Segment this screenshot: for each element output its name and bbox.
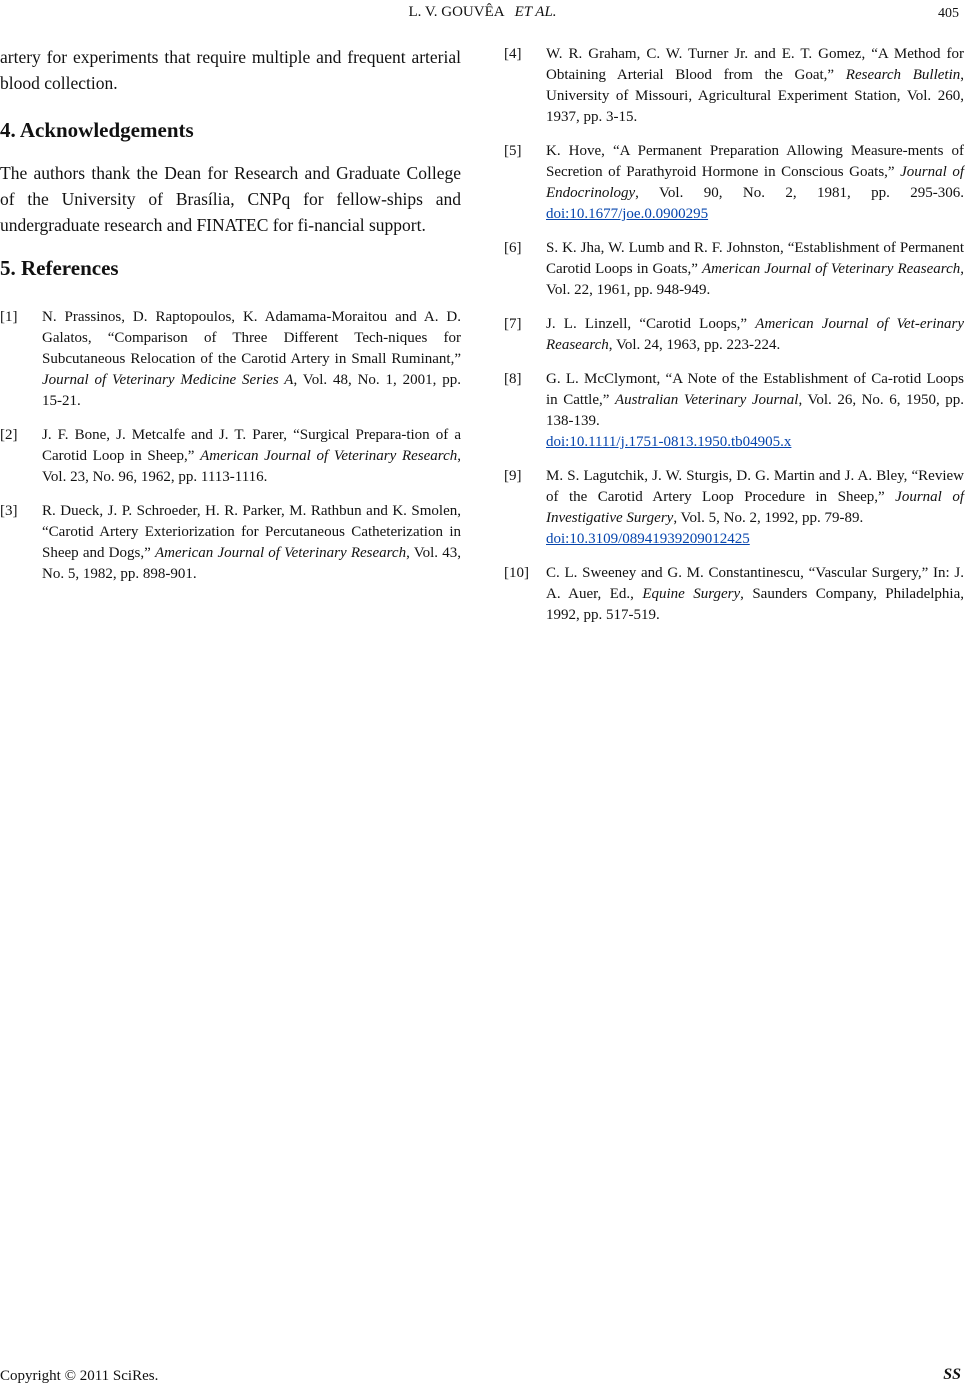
- reference-text: S. K. Jha, W. Lumb and R. F. Johnston, “Establishment of Permanent Carotid Loops in Goats,”: [546, 240, 964, 277]
- reference-journal: American Journal of Veterinary Research: [154, 545, 407, 561]
- reference-details: , Saunders Company, Philadelphia, 1992, pp. 517-519.: [546, 586, 964, 623]
- reference-journal: Journal of Investigative Surgery: [546, 489, 964, 526]
- reference-item: [504, 314, 964, 356]
- reference-text: W. R. Graham, C. W. Turner Jr. and E. T. Gomez, “A Method for Obtaining Arterial Blood from the Goat,”: [546, 46, 964, 83]
- reference-text: G. L. McClymont, “A Note of the Establishment of Ca-rotid Loops in Cattle,”: [546, 371, 964, 408]
- intro-paragraph: artery for experiments that require multiple and frequent arterial blood collection.: [0, 47, 461, 93]
- reference-journal: Journal of Veterinary Medicine Series A: [42, 372, 294, 388]
- page-number: 405: [938, 6, 959, 21]
- references-heading: 5. References: [0, 256, 119, 280]
- reference-details: , Vol. 26, No. 6, 1950, pp. 138-139.: [546, 392, 964, 429]
- reference-details: , Vol. 48, No. 1, 2001, pp. 15-21.: [42, 372, 461, 409]
- doi-link[interactable]: doi:10.1111/j.1751-0813.1950.tb04905.x: [546, 434, 792, 450]
- header-author: L. V. GOUVÊA: [408, 4, 505, 20]
- reference-number: [3]: [0, 503, 18, 519]
- header-etal: ET AL.: [514, 4, 557, 20]
- reference-journal: Australian Veterinary Journal: [614, 392, 799, 408]
- reference-details: , Vol. 23, No. 96, 1962, pp. 1113-1116.: [42, 448, 461, 485]
- reference-journal: Equine Surgery: [642, 586, 741, 602]
- journal-abbrev: SS: [943, 1366, 961, 1383]
- reference-item: [504, 563, 964, 626]
- reference-number: [1]: [0, 309, 18, 325]
- reference-details: , Vol. 43, No. 5, 1982, pp. 898-901.: [42, 545, 461, 582]
- reference-details: , Vol. 24, 1963, pp. 223-224.: [608, 337, 781, 353]
- reference-number: [4]: [504, 46, 522, 62]
- reference-details: , University of Missouri, Agricultural Experiment Station, Vol. 260, 1937, pp. 3-15.: [546, 67, 965, 125]
- reference-text: N. Prassinos, D. Raptopoulos, K. Adamama-Moraitou and A. D. Galatos, “Comparison of Three Different Tech-niques for Subcutaneous Relocation of the Carotid Artery in Small Ruminant,”: [42, 309, 461, 367]
- reference-item: [0, 501, 461, 585]
- reference-details: , Vol. 90, No. 2, 1981, pp. 295-306.: [635, 185, 964, 201]
- reference-item: [504, 44, 964, 128]
- acknowledgements-paragraph: The authors thank the Dean for Research and Graduate College of the University of Brasília, CNPq for fellow-ships and undergraduate research and FINATEC for fi-nancial support.: [0, 163, 461, 235]
- doi-link[interactable]: doi:10.1677/joe.0.0900295: [546, 206, 709, 222]
- reference-journal: American Journal of Vet-erinary Reasearch: [546, 316, 964, 353]
- doi-link[interactable]: doi:10.3109/08941939209012425: [546, 531, 750, 547]
- reference-number: [6]: [504, 240, 522, 256]
- left-column: [0, 44, 461, 598]
- reference-text: J. L. Linzell, “Carotid Loops,”: [546, 316, 756, 332]
- reference-item: [0, 307, 461, 412]
- reference-text: K. Hove, “A Permanent Preparation Allowing Measure-ments of Secretion of Parathyroid Hormone in Conscious Goats,”: [546, 143, 964, 180]
- reference-journal: Research Bulletin: [845, 67, 961, 83]
- reference-item: [0, 425, 461, 488]
- reference-journal: Journal of Endocrinology: [546, 164, 964, 201]
- reference-journal: American Journal of Veterinary Reasearch: [701, 261, 961, 277]
- reference-number: [2]: [0, 427, 18, 443]
- references-list-right: [504, 44, 964, 626]
- reference-number: [7]: [504, 316, 522, 332]
- reference-number: [5]: [504, 143, 522, 159]
- reference-item: [504, 369, 964, 453]
- reference-item: [504, 466, 964, 550]
- reference-text: C. L. Sweeney and G. M. Constantinescu, “Vascular Surgery,” In: J. A. Auer, Ed.,: [546, 565, 964, 602]
- acknowledgements-heading: 4. Acknowledgements: [0, 118, 194, 142]
- reference-text: M. S. Lagutchik, J. W. Sturgis, D. G. Martin and J. A. Bley, “Review of the Carotid Artery Loop Procedure in Sheep,”: [546, 468, 964, 505]
- reference-item: [504, 238, 964, 301]
- reference-journal: American Journal of Veterinary Research: [200, 448, 458, 464]
- reference-number: [10]: [504, 565, 529, 581]
- copyright-footer: Copyright © 2011 SciRes.: [0, 1368, 159, 1384]
- reference-number: [8]: [504, 371, 522, 387]
- reference-details: , Vol. 5, No. 2, 1992, pp. 79-89.: [673, 510, 864, 526]
- reference-details: , Vol. 22, 1961, pp. 948-949.: [546, 261, 964, 298]
- reference-number: [9]: [504, 468, 522, 484]
- right-column: [504, 44, 964, 639]
- references-list-left: [0, 307, 461, 585]
- reference-item: [504, 141, 964, 225]
- reference-text: J. F. Bone, J. Metcalfe and J. T. Parer, “Surgical Prepara-tion of a Carotid Loop in Sheep,”: [42, 427, 461, 464]
- reference-text: R. Dueck, J. P. Schroeder, H. R. Parker, M. Rathbun and K. Smolen, “Carotid Artery Exteriorization for Percutaneous Catheterization in Sheep and Dogs,”: [42, 503, 461, 561]
- running-header: [0, 4, 965, 21]
